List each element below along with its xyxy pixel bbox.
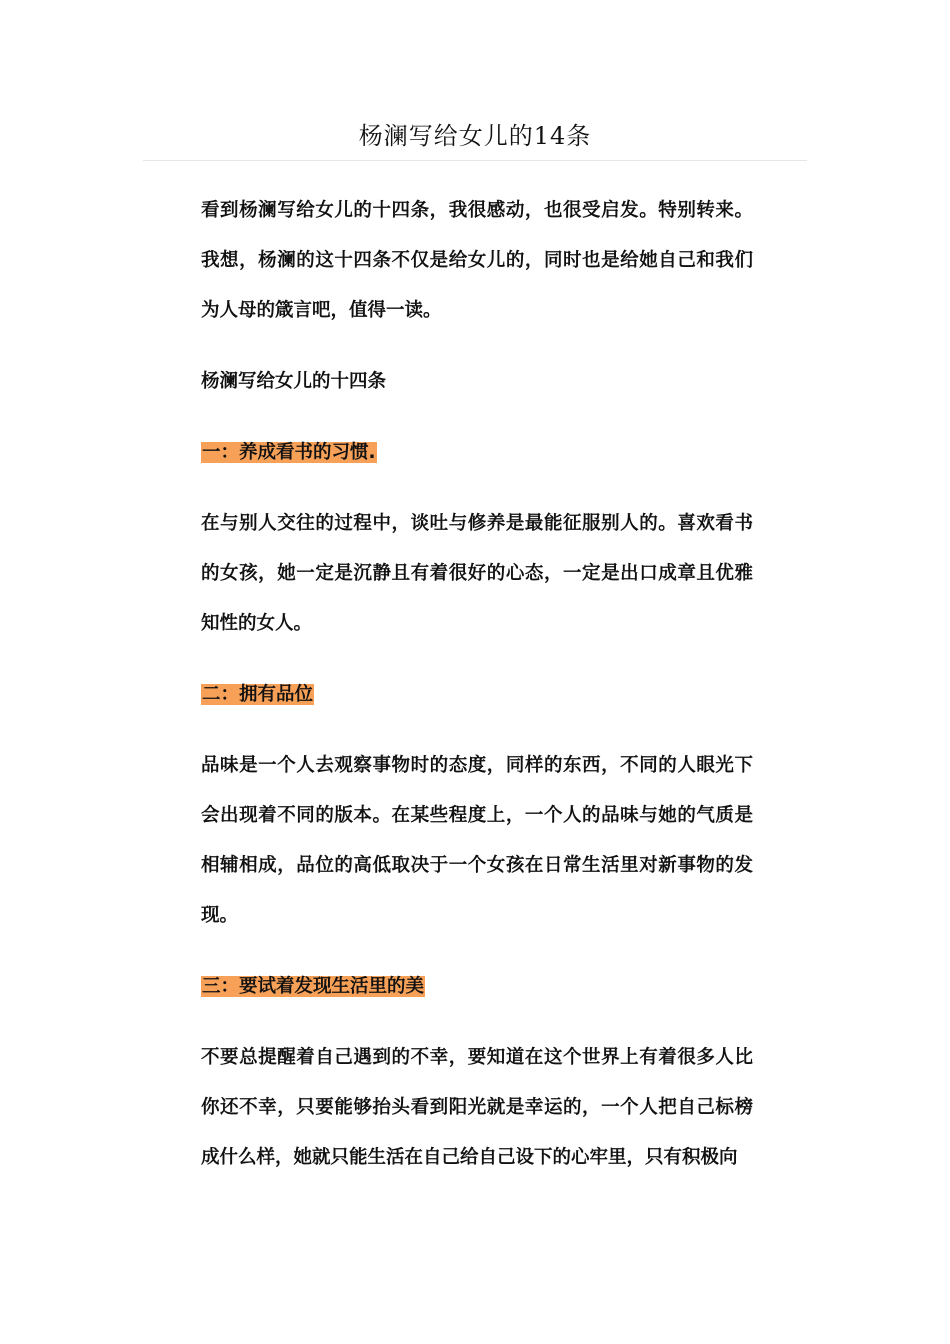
section-3-body: 不要总提醒着自己遇到的不幸，要知道在这个世界上有着很多人比你还不幸，只要能够抬头看到阳光就是幸运的，一个人把自己标榜成什么样，她就只能生活在自己给自己设下的心牢里，只有积极向 xyxy=(201,1047,753,1168)
section-3-heading xyxy=(201,962,753,1012)
section-2-heading xyxy=(201,670,753,720)
section-2-body: 品味是一个人去观察事物时的态度，同样的东西，不同的人眼光下会出现着不同的版本。在某些程度上，一个人的品味与她的气质是相辅相成，品位的高低取决于一个女孩在日常生活里对新事物的发现。 xyxy=(201,755,753,926)
document-title: 杨澜写给女儿的14条 xyxy=(358,122,592,150)
title-divider xyxy=(143,160,807,161)
section-2-heading-text: 二：拥有品位 xyxy=(202,684,314,705)
intro-paragraph: 看到杨澜写给女儿的十四条，我很感动，也很受启发。特别转来。我想，杨澜的这十四条不仅是给女儿的，同时也是给她自己和我们为人母的箴言吧，值得一读。 xyxy=(201,200,753,321)
subtitle: 杨澜写给女儿的十四条 xyxy=(201,371,387,392)
document-body xyxy=(201,186,753,1204)
section-1-body: 在与别人交往的过程中，谈吐与修养是最能征服别人的。喜欢看书的女孩，她一定是沉静且有着很好的心态，一定是出口成章且优雅知性的女人。 xyxy=(201,513,753,634)
section-3-heading-text: 三：要试着发现生活里的美 xyxy=(202,976,425,997)
section-1-heading xyxy=(201,428,753,478)
section-1-heading-text: 一：养成看书的习惯. xyxy=(202,442,376,463)
